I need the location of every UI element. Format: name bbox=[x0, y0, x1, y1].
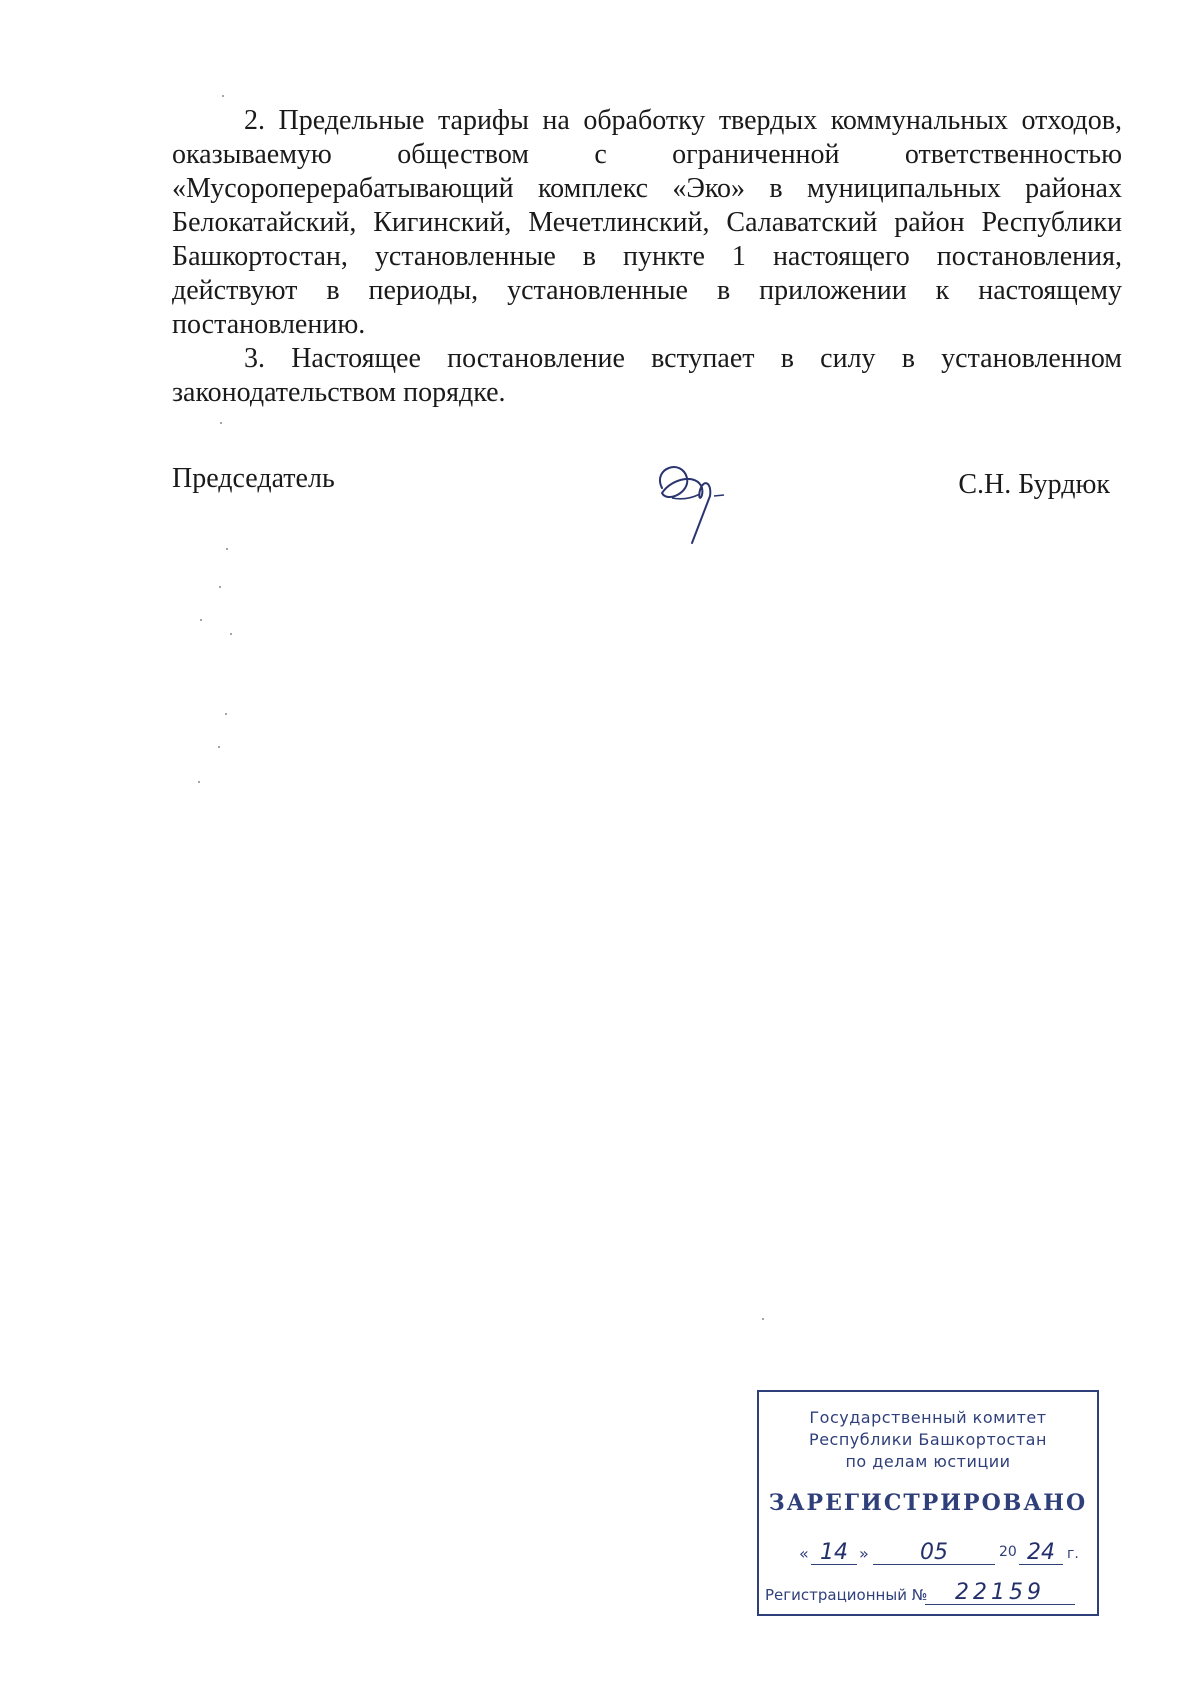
signature-block bbox=[172, 462, 1122, 542]
scan-speck bbox=[198, 781, 200, 783]
stamp-year-prefix: 20 bbox=[999, 1544, 1017, 1560]
paragraph-3: 3. Настоящее постановление вступает в силу в установленном законодательством порядке. bbox=[172, 343, 1122, 408]
signatory-name: С.Н. Бурдюк bbox=[958, 469, 1110, 500]
stamp-year-suffix: 24 bbox=[1019, 1540, 1063, 1565]
stamp-day: 14 bbox=[811, 1540, 857, 1565]
scan-speck bbox=[218, 746, 220, 748]
stamp-authority-line-2: Республики Башкортостан bbox=[809, 1430, 1047, 1449]
stamp-quote-close: » bbox=[859, 1544, 869, 1563]
scan-speck bbox=[219, 586, 221, 588]
stamp-status: ЗАРЕГИСТРИРОВАНО bbox=[768, 1490, 1088, 1516]
stamp-authority-line-1: Государственный комитет bbox=[809, 1408, 1047, 1427]
signatory-title: Председатель bbox=[172, 463, 335, 494]
scan-speck bbox=[220, 422, 222, 424]
handwritten-signature bbox=[642, 448, 752, 548]
stamp-year-unit: г. bbox=[1067, 1546, 1079, 1562]
scan-speck bbox=[200, 619, 202, 621]
scan-speck bbox=[230, 633, 232, 635]
document-body bbox=[172, 104, 1122, 410]
stamp-reg-label: Регистрационный № bbox=[765, 1586, 928, 1604]
stamp-reg-number: 22159 bbox=[925, 1580, 1075, 1605]
registration-stamp bbox=[757, 1390, 1099, 1616]
stamp-registration-number bbox=[765, 1580, 1091, 1610]
scan-speck bbox=[762, 1318, 764, 1320]
paragraph-2: 2. Предельные тарифы на обработку твердых коммунальных отходов, оказываемую обществом с ограниченной ответственностью «Мусороперерабатывающий комплекс «Эко» в муниципальных районах Белокатайский, Кигинский, Мечетлинский, Салаватский район Республики Башкортостан, установленные в пункте 1 настоящего постановления, действуют в периоды, установленные в приложении к настоящему постановлению. bbox=[172, 105, 1122, 340]
scan-speck bbox=[226, 548, 228, 550]
stamp-authority-line-3: по делам юстиции bbox=[845, 1452, 1011, 1471]
scan-speck bbox=[225, 713, 227, 715]
stamp-quote-open: « bbox=[799, 1544, 809, 1563]
stamp-date bbox=[799, 1540, 1089, 1570]
scan-speck bbox=[222, 95, 224, 97]
stamp-month: 05 bbox=[873, 1540, 995, 1565]
